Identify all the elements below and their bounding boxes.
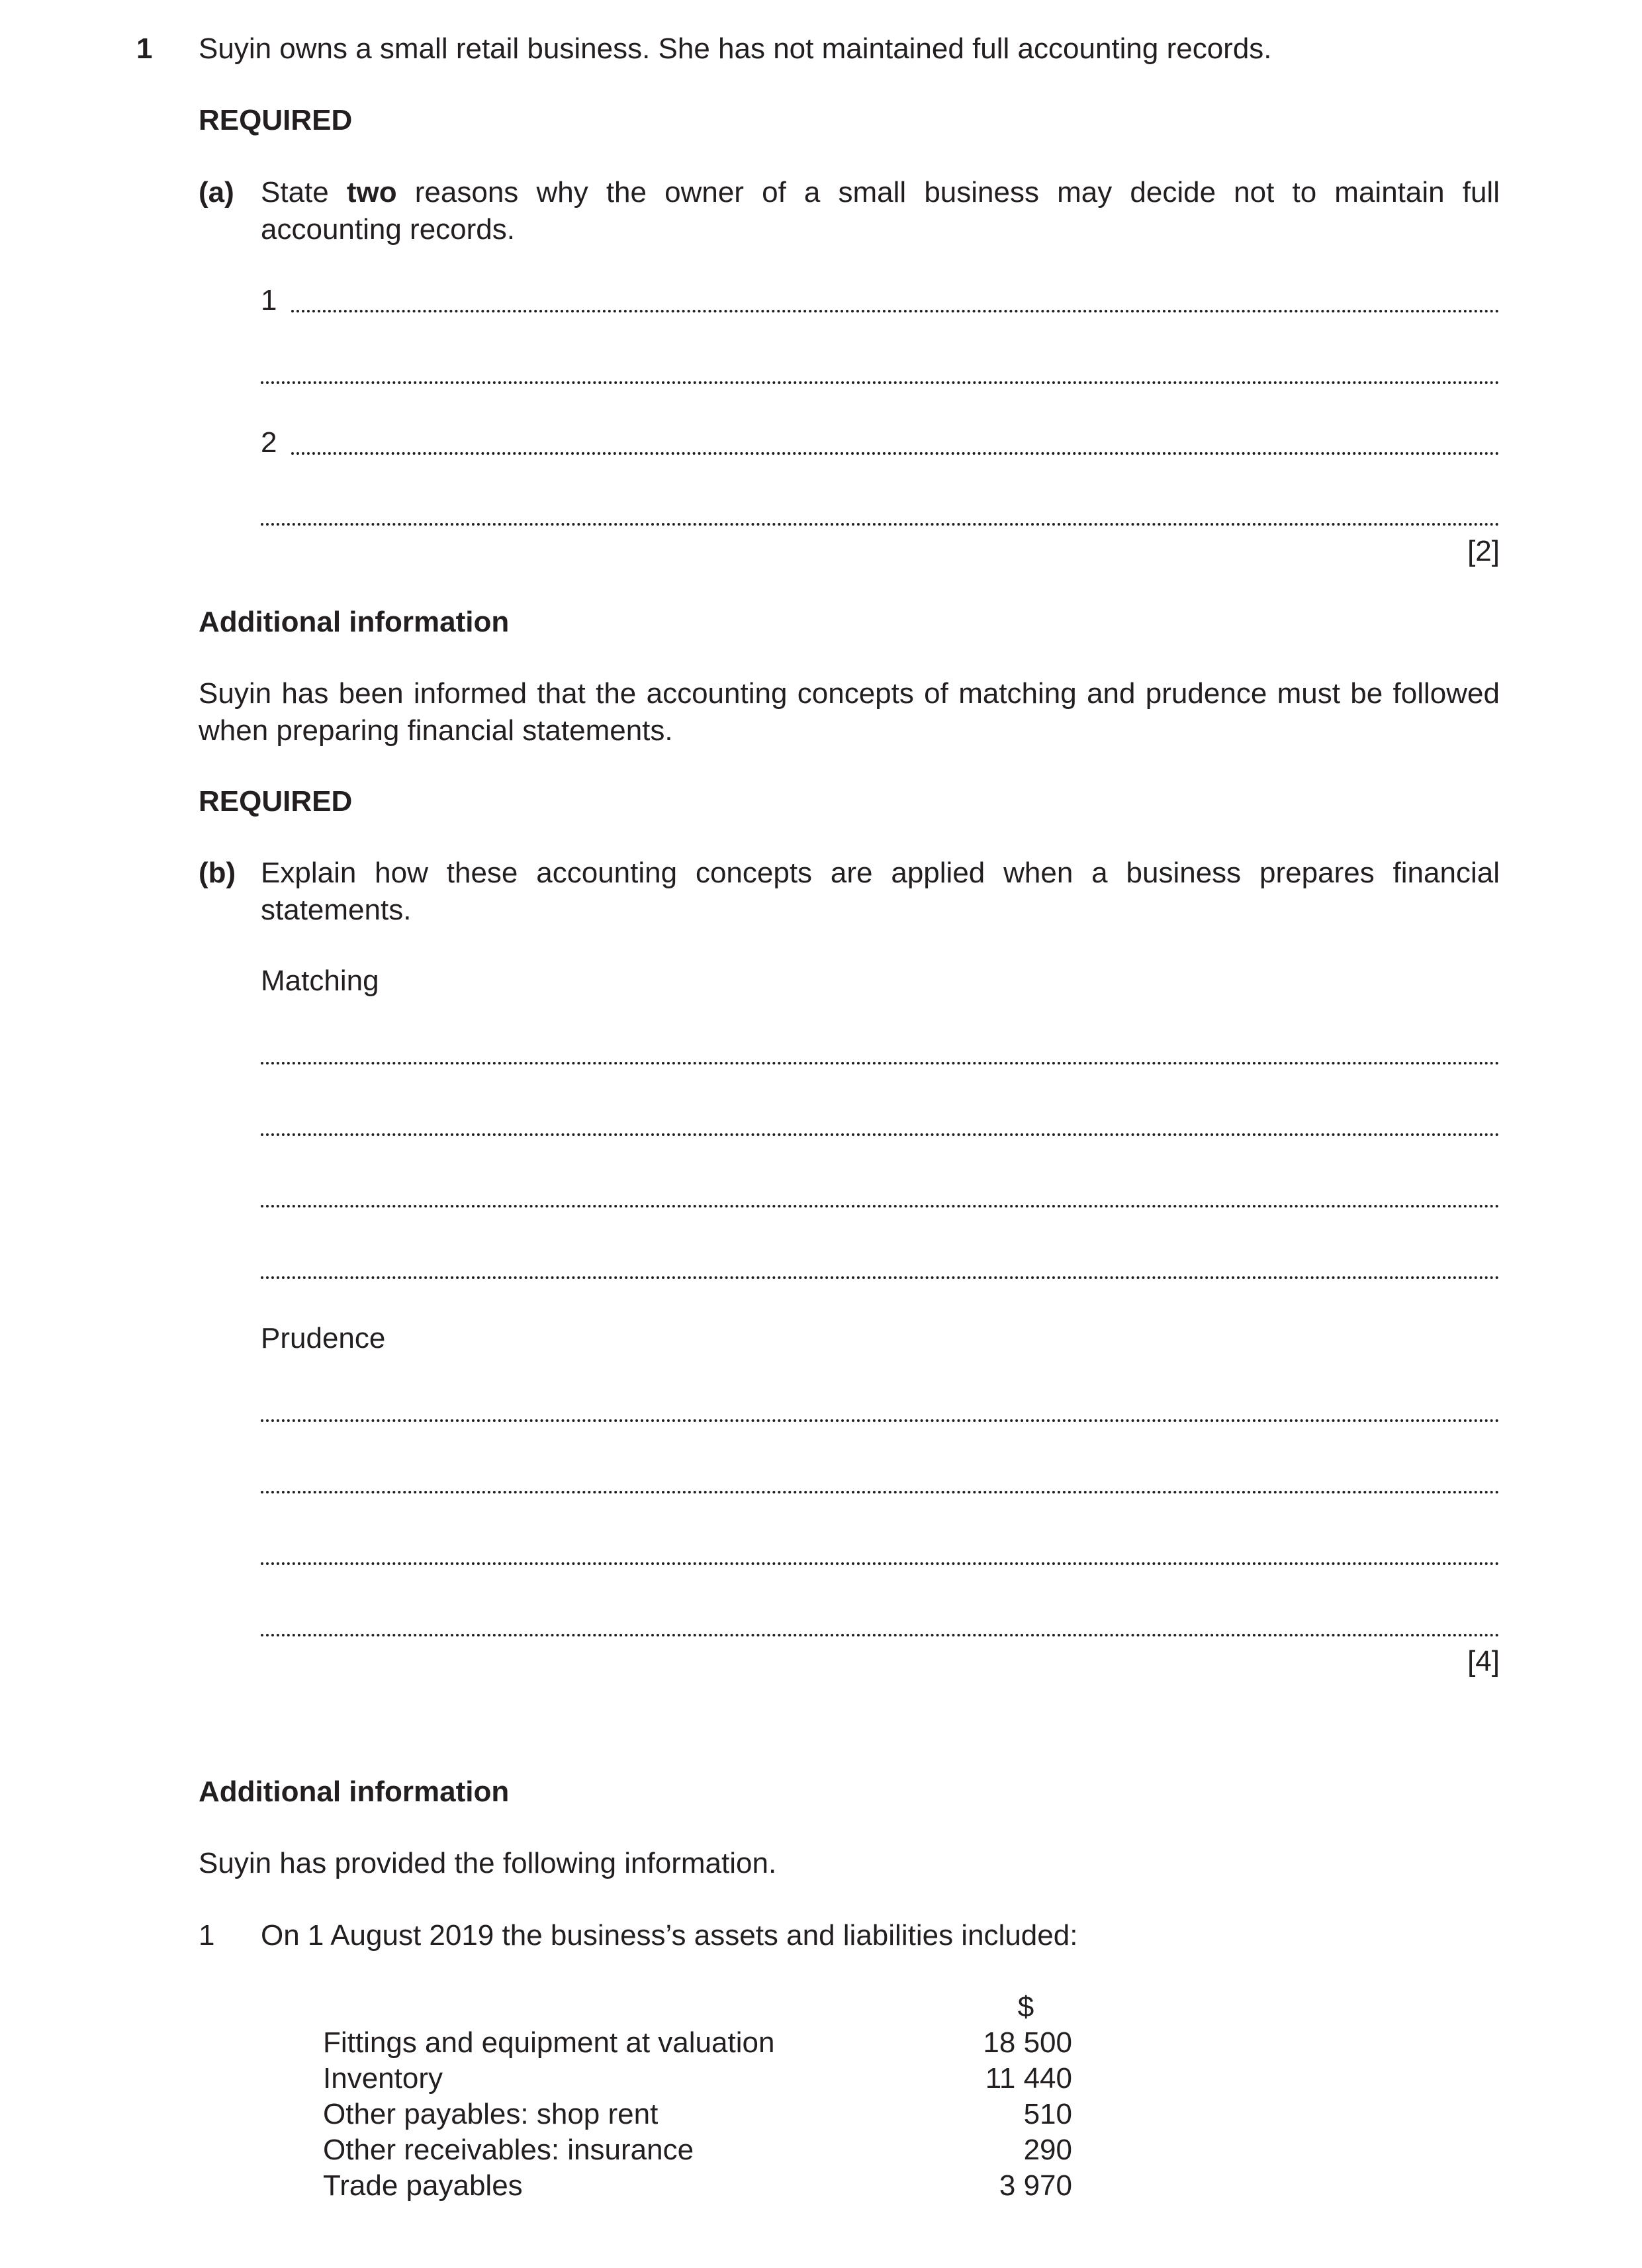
part-b-label: (b)	[199, 857, 236, 889]
additional-info-text: Suyin has provided the following information.	[199, 1847, 777, 1879]
balance-value: 3 970	[999, 2169, 1072, 2202]
balance-label: Trade payables	[323, 2169, 523, 2202]
balance-value: 11 440	[985, 2062, 1072, 2095]
question-intro: Suyin owns a small retail business. She has not maintained full accounting records.	[199, 32, 1272, 65]
balance-value: 18 500	[983, 2026, 1072, 2059]
required-heading: REQUIRED	[199, 785, 353, 818]
marks-a: [2]	[1467, 535, 1500, 567]
answer-number-2: 2	[261, 426, 277, 459]
answer-line[interactable]	[291, 310, 1500, 312]
answer-number-1: 1	[261, 284, 277, 316]
additional-info-text: Suyin has been informed that the accounting concepts of matching and prudence must be followed when preparing financial statements.	[199, 677, 1500, 747]
answer-line[interactable]	[261, 1062, 1500, 1064]
part-a-text-end: reasons why the owner of a small business may decide not to maintain full accounting records.	[261, 176, 1500, 246]
balance-label: Other receivables: insurance	[323, 2134, 694, 2166]
question-number: 1	[136, 32, 153, 65]
part-a-label: (a)	[199, 176, 234, 209]
additional-info-heading: Additional information	[199, 1775, 510, 1808]
balance-value: 510	[1023, 2098, 1072, 2130]
matching-label: Matching	[261, 965, 379, 997]
balance-label: Inventory	[323, 2062, 443, 2095]
answer-line[interactable]	[291, 452, 1500, 455]
answer-line[interactable]	[261, 1276, 1500, 1279]
marks-b: [4]	[1467, 1645, 1500, 1677]
info-item-number: 1	[199, 1919, 215, 1952]
answer-line[interactable]	[261, 1634, 1500, 1636]
currency-header: $	[1017, 1991, 1034, 2023]
info-item-text: On 1 August 2019 the business’s assets and liabilities included:	[261, 1919, 1078, 1952]
part-b-question: Explain how these accounting concepts are applied when a business prepares financial statements.	[261, 857, 1500, 926]
answer-line[interactable]	[261, 523, 1500, 526]
balance-label: Other payables: shop rent	[323, 2098, 659, 2130]
answer-line[interactable]	[261, 1491, 1500, 1493]
answer-line[interactable]	[261, 1133, 1500, 1136]
answer-line[interactable]	[261, 1419, 1500, 1422]
additional-info-heading: Additional information	[199, 606, 510, 638]
part-a-text-start: State	[261, 176, 347, 209]
answer-line[interactable]	[261, 1562, 1500, 1565]
part-a-question	[261, 174, 1500, 248]
required-heading: REQUIRED	[199, 104, 353, 136]
prudence-label: Prudence	[261, 1322, 386, 1354]
answer-line[interactable]	[261, 1205, 1500, 1207]
answer-line[interactable]	[261, 381, 1500, 384]
part-a-emphasis: two	[346, 176, 397, 209]
balance-value: 290	[1023, 2134, 1072, 2166]
balance-label: Fittings and equipment at valuation	[323, 2026, 775, 2059]
